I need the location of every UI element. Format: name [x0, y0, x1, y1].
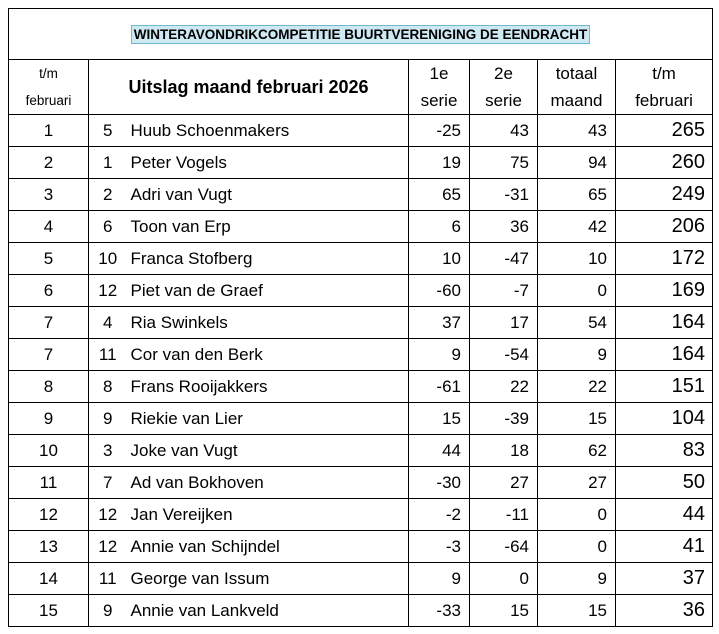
rank-cell: 5	[9, 243, 89, 275]
table-row	[9, 467, 713, 499]
table-row	[9, 435, 713, 467]
previous-rank-cell: 12	[89, 499, 127, 531]
results-table	[8, 8, 713, 627]
serie1-score-cell: 65	[409, 179, 470, 211]
rank-cell: 8	[9, 371, 89, 403]
previous-rank-cell: 11	[89, 563, 127, 595]
serie2-score-cell: 0	[470, 563, 538, 595]
previous-rank-cell: 12	[89, 275, 127, 307]
previous-rank-cell: 4	[89, 307, 127, 339]
header-serie2-line1: 2e	[494, 64, 513, 83]
serie2-score-cell: 15	[470, 595, 538, 627]
rank-cell: 7	[9, 307, 89, 339]
cumulative-total-cell: 169	[616, 275, 713, 307]
serie2-score-cell: 17	[470, 307, 538, 339]
serie2-score-cell: -54	[470, 339, 538, 371]
serie1-score-cell: -30	[409, 467, 470, 499]
month-total-cell: 9	[538, 563, 616, 595]
header-serie1-line1: 1e	[429, 64, 449, 83]
table-row	[9, 595, 713, 627]
serie1-score-cell: 9	[409, 563, 470, 595]
serie2-score-cell: -39	[470, 403, 538, 435]
serie1-score-cell: 9	[409, 339, 470, 371]
previous-rank-cell: 6	[89, 211, 127, 243]
serie2-score-cell: 18	[470, 435, 538, 467]
serie1-score-cell: -2	[409, 499, 470, 531]
serie1-score-cell: 6	[409, 211, 470, 243]
player-name-cell: Jan Vereijken	[127, 499, 409, 531]
cumulative-total-cell: 206	[616, 211, 713, 243]
rank-cell: 12	[9, 499, 89, 531]
cumulative-total-cell: 172	[616, 243, 713, 275]
rank-cell: 15	[9, 595, 89, 627]
month-total-cell: 15	[538, 595, 616, 627]
table-row	[9, 499, 713, 531]
table-row	[9, 563, 713, 595]
month-total-cell: 27	[538, 467, 616, 499]
serie2-score-cell: -47	[470, 243, 538, 275]
player-name-cell: George van Issum	[127, 563, 409, 595]
previous-rank-cell: 9	[89, 595, 127, 627]
header-month-total	[538, 60, 616, 115]
serie1-score-cell: -61	[409, 371, 470, 403]
table-row	[9, 243, 713, 275]
serie2-score-cell: 27	[470, 467, 538, 499]
rank-cell: 9	[9, 403, 89, 435]
header-position	[9, 60, 89, 115]
cumulative-total-cell: 50	[616, 467, 713, 499]
table-row	[9, 307, 713, 339]
previous-rank-cell: 2	[89, 179, 127, 211]
rank-cell: 14	[9, 563, 89, 595]
month-total-cell: 0	[538, 531, 616, 563]
previous-rank-cell: 9	[89, 403, 127, 435]
month-total-cell: 22	[538, 371, 616, 403]
player-name-cell: Joke van Vugt	[127, 435, 409, 467]
month-total-cell: 62	[538, 435, 616, 467]
header-serie1	[409, 60, 470, 115]
serie1-score-cell: -3	[409, 531, 470, 563]
previous-rank-cell: 5	[89, 115, 127, 147]
title-row	[9, 9, 713, 60]
player-name-cell: Toon van Erp	[127, 211, 409, 243]
serie1-score-cell: 15	[409, 403, 470, 435]
serie1-score-cell: 37	[409, 307, 470, 339]
header-cumulative	[616, 60, 713, 115]
cumulative-total-cell: 164	[616, 307, 713, 339]
month-total-cell: 9	[538, 339, 616, 371]
cumulative-total-cell: 41	[616, 531, 713, 563]
header-serie2	[470, 60, 538, 115]
month-total-cell: 54	[538, 307, 616, 339]
header-cumulative-line2: februari	[635, 91, 693, 110]
table-row	[9, 531, 713, 563]
serie2-score-cell: -7	[470, 275, 538, 307]
player-name-cell: Annie van Lankveld	[127, 595, 409, 627]
player-name-cell: Annie van Schijndel	[127, 531, 409, 563]
serie1-score-cell: 19	[409, 147, 470, 179]
previous-rank-cell: 11	[89, 339, 127, 371]
serie1-score-cell: -25	[409, 115, 470, 147]
cumulative-total-cell: 151	[616, 371, 713, 403]
player-name-cell: Riekie van Lier	[127, 403, 409, 435]
table-row	[9, 371, 713, 403]
competition-title: WINTERAVONDRIKCOMPETITIE BUURTVERENIGING DE EENDRACHT	[131, 25, 591, 44]
serie2-score-cell: 43	[470, 115, 538, 147]
rank-cell: 7	[9, 339, 89, 371]
player-name-cell: Cor van den Berk	[127, 339, 409, 371]
serie1-score-cell: -60	[409, 275, 470, 307]
table-row	[9, 275, 713, 307]
serie2-score-cell: 36	[470, 211, 538, 243]
previous-rank-cell: 7	[89, 467, 127, 499]
header-cumulative-line1: t/m	[652, 64, 676, 83]
cumulative-total-cell: 36	[616, 595, 713, 627]
header-position-line1: t/m	[39, 66, 58, 81]
cumulative-total-cell: 104	[616, 403, 713, 435]
header-row	[9, 60, 713, 115]
player-name-cell: Piet van de Graef	[127, 275, 409, 307]
rank-cell: 11	[9, 467, 89, 499]
serie2-score-cell: -31	[470, 179, 538, 211]
title-cell	[9, 9, 713, 60]
previous-rank-cell: 8	[89, 371, 127, 403]
cumulative-total-cell: 44	[616, 499, 713, 531]
cumulative-total-cell: 83	[616, 435, 713, 467]
player-name-cell: Huub Schoenmakers	[127, 115, 409, 147]
month-total-cell: 10	[538, 243, 616, 275]
month-total-cell: 0	[538, 499, 616, 531]
rank-cell: 1	[9, 115, 89, 147]
header-uitslag: Uitslag maand februari 2026	[89, 60, 409, 115]
player-name-cell: Franca Stofberg	[127, 243, 409, 275]
month-total-cell: 15	[538, 403, 616, 435]
rank-cell: 2	[9, 147, 89, 179]
table-row	[9, 339, 713, 371]
month-total-cell: 65	[538, 179, 616, 211]
rank-cell: 13	[9, 531, 89, 563]
month-total-cell: 0	[538, 275, 616, 307]
header-serie2-line2: serie	[485, 91, 522, 110]
player-name-cell: Adri van Vugt	[127, 179, 409, 211]
table-row	[9, 403, 713, 435]
previous-rank-cell: 3	[89, 435, 127, 467]
player-name-cell: Ria Swinkels	[127, 307, 409, 339]
previous-rank-cell: 1	[89, 147, 127, 179]
previous-rank-cell: 12	[89, 531, 127, 563]
cumulative-total-cell: 265	[616, 115, 713, 147]
player-name-cell: Peter Vogels	[127, 147, 409, 179]
previous-rank-cell: 10	[89, 243, 127, 275]
cumulative-total-cell: 164	[616, 339, 713, 371]
cumulative-total-cell: 37	[616, 563, 713, 595]
serie1-score-cell: 10	[409, 243, 470, 275]
serie2-score-cell: 75	[470, 147, 538, 179]
serie2-score-cell: 22	[470, 371, 538, 403]
header-serie1-line2: serie	[420, 91, 458, 110]
serie2-score-cell: -11	[470, 499, 538, 531]
serie2-score-cell: -64	[470, 531, 538, 563]
table-row	[9, 147, 713, 179]
rank-cell: 6	[9, 275, 89, 307]
rank-cell: 3	[9, 179, 89, 211]
header-month-total-line1: totaal	[555, 64, 598, 83]
player-name-cell: Ad van Bokhoven	[127, 467, 409, 499]
serie1-score-cell: -33	[409, 595, 470, 627]
month-total-cell: 43	[538, 115, 616, 147]
rank-cell: 4	[9, 211, 89, 243]
month-total-cell: 42	[538, 211, 616, 243]
month-total-cell: 94	[538, 147, 616, 179]
header-position-line2: februari	[25, 93, 72, 108]
cumulative-total-cell: 249	[616, 179, 713, 211]
cumulative-total-cell: 260	[616, 147, 713, 179]
table-row	[9, 211, 713, 243]
player-name-cell: Frans Rooijakkers	[127, 371, 409, 403]
rank-cell: 10	[9, 435, 89, 467]
header-month-total-line2: maand	[550, 91, 603, 110]
serie1-score-cell: 44	[409, 435, 470, 467]
table-row	[9, 179, 713, 211]
table-row	[9, 115, 713, 147]
